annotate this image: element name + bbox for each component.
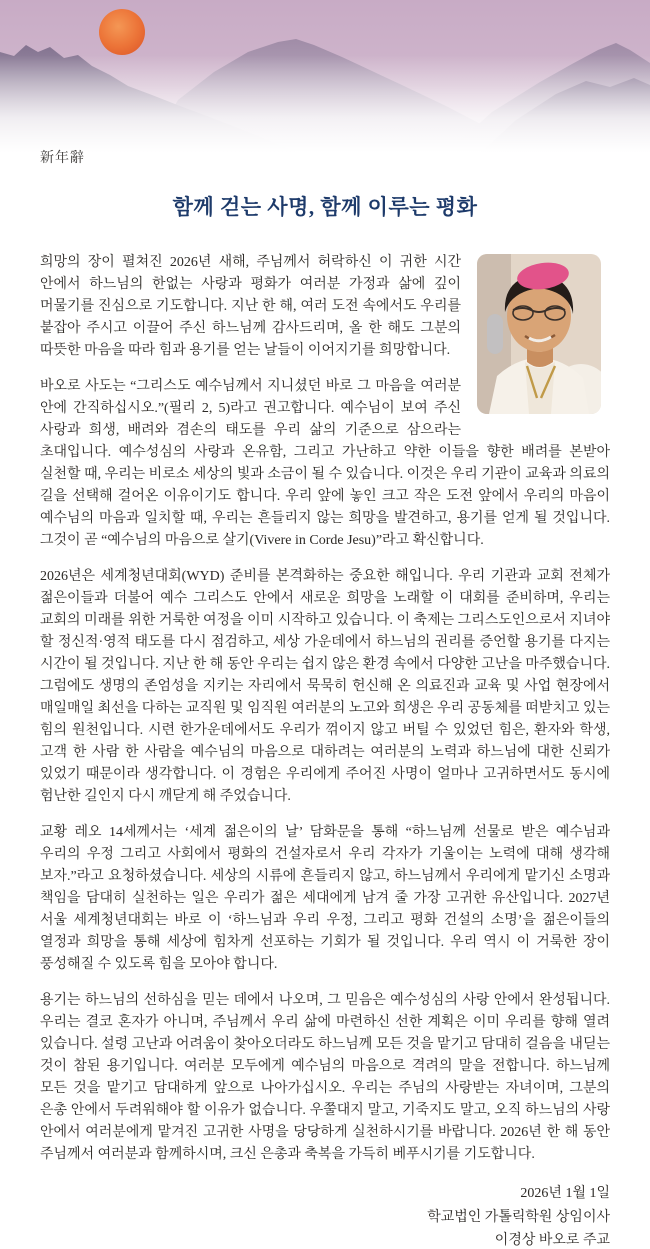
message-body xyxy=(40,252,610,1249)
paragraph-4: 교황 레오 14세께서는 ‘세계 젊은이의 날’ 담화문을 통해 “하느님께 선물로 받은 예수님과 우리의 우정 그리고 사회에서 평화의 건설자로서 우리 각자가 기울이는 노력에 대해 생각해 보자.”라고 요청하셨습니다. 세상의 시류에 흔들리지 않고, 하느님께서 우리에게 맡기신 소명과 책임을 담대히 실천하는 일은 우리가 젊은 세대에게 남겨 줄 가장 고귀한 유산입니다. 2027년 서울 세계청년대회는 바로 이 ‘하느님과 우리 우정, 그리고 평화 건설의 소명’을 젊은이들의 열정과 희망을 통해 세상에 힘차게 선포하는 기회가 될 것입니다. 우리 역시 이 거룩한 장이 풍성해질 수 있도록 힘을 모아야 합니다. xyxy=(40,825,610,972)
paragraph-2: 바오로 사도는 “그리스도 예수님께서 지니셨던 바로 그 마음을 여러분 안에 간직하십시오.”(필리 2, 5)라고 권고합니다. 예수님이 보여 주신 사랑과 희생, 배려와 겸손의 태도를 우리 삶의 기준으로 삼으라는 초대입니다. 예수성심의 사랑과 온유함, 그리고 가난하고 약한 이들을 향한 배려를 본받아 실천할 때, 우리는 비로소 세상의 빛과 소금이 될 수 있습니다. 이것은 우리 기관이 교육과 의료의 길을 선택해 걸어온 이유이기도 합니다. 우리 앞에 놓인 크고 작은 도전 앞에서 우리의 마음이 예수님의 마음과 일치할 때, 우리는 흔들리지 않는 희망을 발견하고, 용기를 얻게 될 것입니다. 그것이 곧 “예수님의 마음으로 살기(Vivere in Corde Jesu)”라고 확신합니다. xyxy=(40,379,610,548)
signature-block xyxy=(40,1182,610,1249)
signature-date: 2026년 1월 1일 xyxy=(520,1186,610,1201)
paragraph-5: 용기는 하느님의 선하심을 믿는 데에서 나오며, 그 믿음은 예수성심의 사랑 안에서 완성됩니다. 우리는 결코 혼자가 아니며, 주님께서 우리 삶에 마련하신 선한 계획은 이미 우리를 향해 열려 있습니다. 설령 고난과 어려움이 찾아오더라도 하느님께 모든 것을 맡기고 담대히 걸음을 내딛는 것이 참된 용기입니다. 여러분 모두에게 예수님의 마음으로 격려의 말을 전합니다. 하느님께 모든 것을 맡기고 담대하게 앞으로 나아가십시오. 우리는 주님의 사랑받는 자녀이며, 그분의 은총 안에서 두려워해야 할 이유가 없습니다. 우쭐대지 말고, 기죽지도 말고, 오직 하느님의 사랑 안에서 여러분에게 맡겨진 고귀한 사명을 당당하게 실천하시기를 바랍니다. 2026년 한 해 동안 주님께서 여러분과 함께하시며, 크신 은총과 축복을 가득히 베푸시기를 기도합니다. xyxy=(40,993,610,1162)
hanja-label: 新年辭 xyxy=(40,151,85,166)
header-mountain-art xyxy=(0,0,650,170)
bishop-portrait-photo xyxy=(477,254,601,414)
signature-name: 이경상 바오로 주교 xyxy=(494,1233,610,1248)
paragraph-3: 2026년은 세계청년대회(WYD) 준비를 본격화하는 중요한 해입니다. 우리 기관과 교회 전체가 젊은이들과 더불어 예수 그리스도 안에서 새로운 희망을 노래할 이 대회를 준비하며, 우리는 교회의 미래를 위한 거룩한 여정을 이미 시작하고 있습니다. 이 축제는 그리스도인으로서 지녀야 할 정신적·영적 태도를 다시 점검하고, 세상 가운데에서 하느님의 권리를 증언할 용기를 다지는 시간이 될 것입니다. 지난 한 해 동안 우리는 쉽지 않은 환경 속에서 다양한 고난을 마주했습니다. 그럼에도 생명의 존엄성을 지키는 자리에서 묵묵히 헌신해 온 의료진과 교육 및 사업 현장에서 매일매일 최선을 다하는 교직원 및 임직원 여러분의 노고와 희생은 우리 공동체를 떠받치고 있는 힘의 원천입니다. 시련 한가운데에서도 우리가 꺾이지 않고 버틸 수 있었던 힘은, 환자와 학생, 고객 한 사람 한 사람을 예수님의 마음으로 대하려는 여러분의 노력과 하느님에 대한 신뢰가 있었기 때문이라 생각합니다. 이 경험은 우리에게 주어진 사명이 얼마나 고귀하면서도 동시에 험난한 길인지 다시 깨닫게 해 주었습니다. xyxy=(40,569,610,804)
paragraph-1: 희망의 장이 펼쳐진 2026년 새해, 주님께서 허락하신 이 귀한 시간 안에서 하느님의 한없는 사랑과 평화가 여러분 가정과 삶에 깊이 머물기를 진심으로 기도합니다. 지난 한 해, 여러 도전 속에서도 우리를 붙잡아 주시고 이끌어 주신 하느님께 감사드리며, 올 한 해도 그분의 따뜻한 마음을 따라 힘과 용기를 얻는 날들이 이어지기를 희망합니다. xyxy=(40,252,610,362)
signature-organization: 학교법인 가톨릭학원 상임이사 xyxy=(427,1209,610,1225)
page-title: 함께 걷는 사명, 함께 이루는 평화 xyxy=(172,195,478,219)
header-fog xyxy=(0,55,650,170)
moon-icon xyxy=(99,9,145,55)
